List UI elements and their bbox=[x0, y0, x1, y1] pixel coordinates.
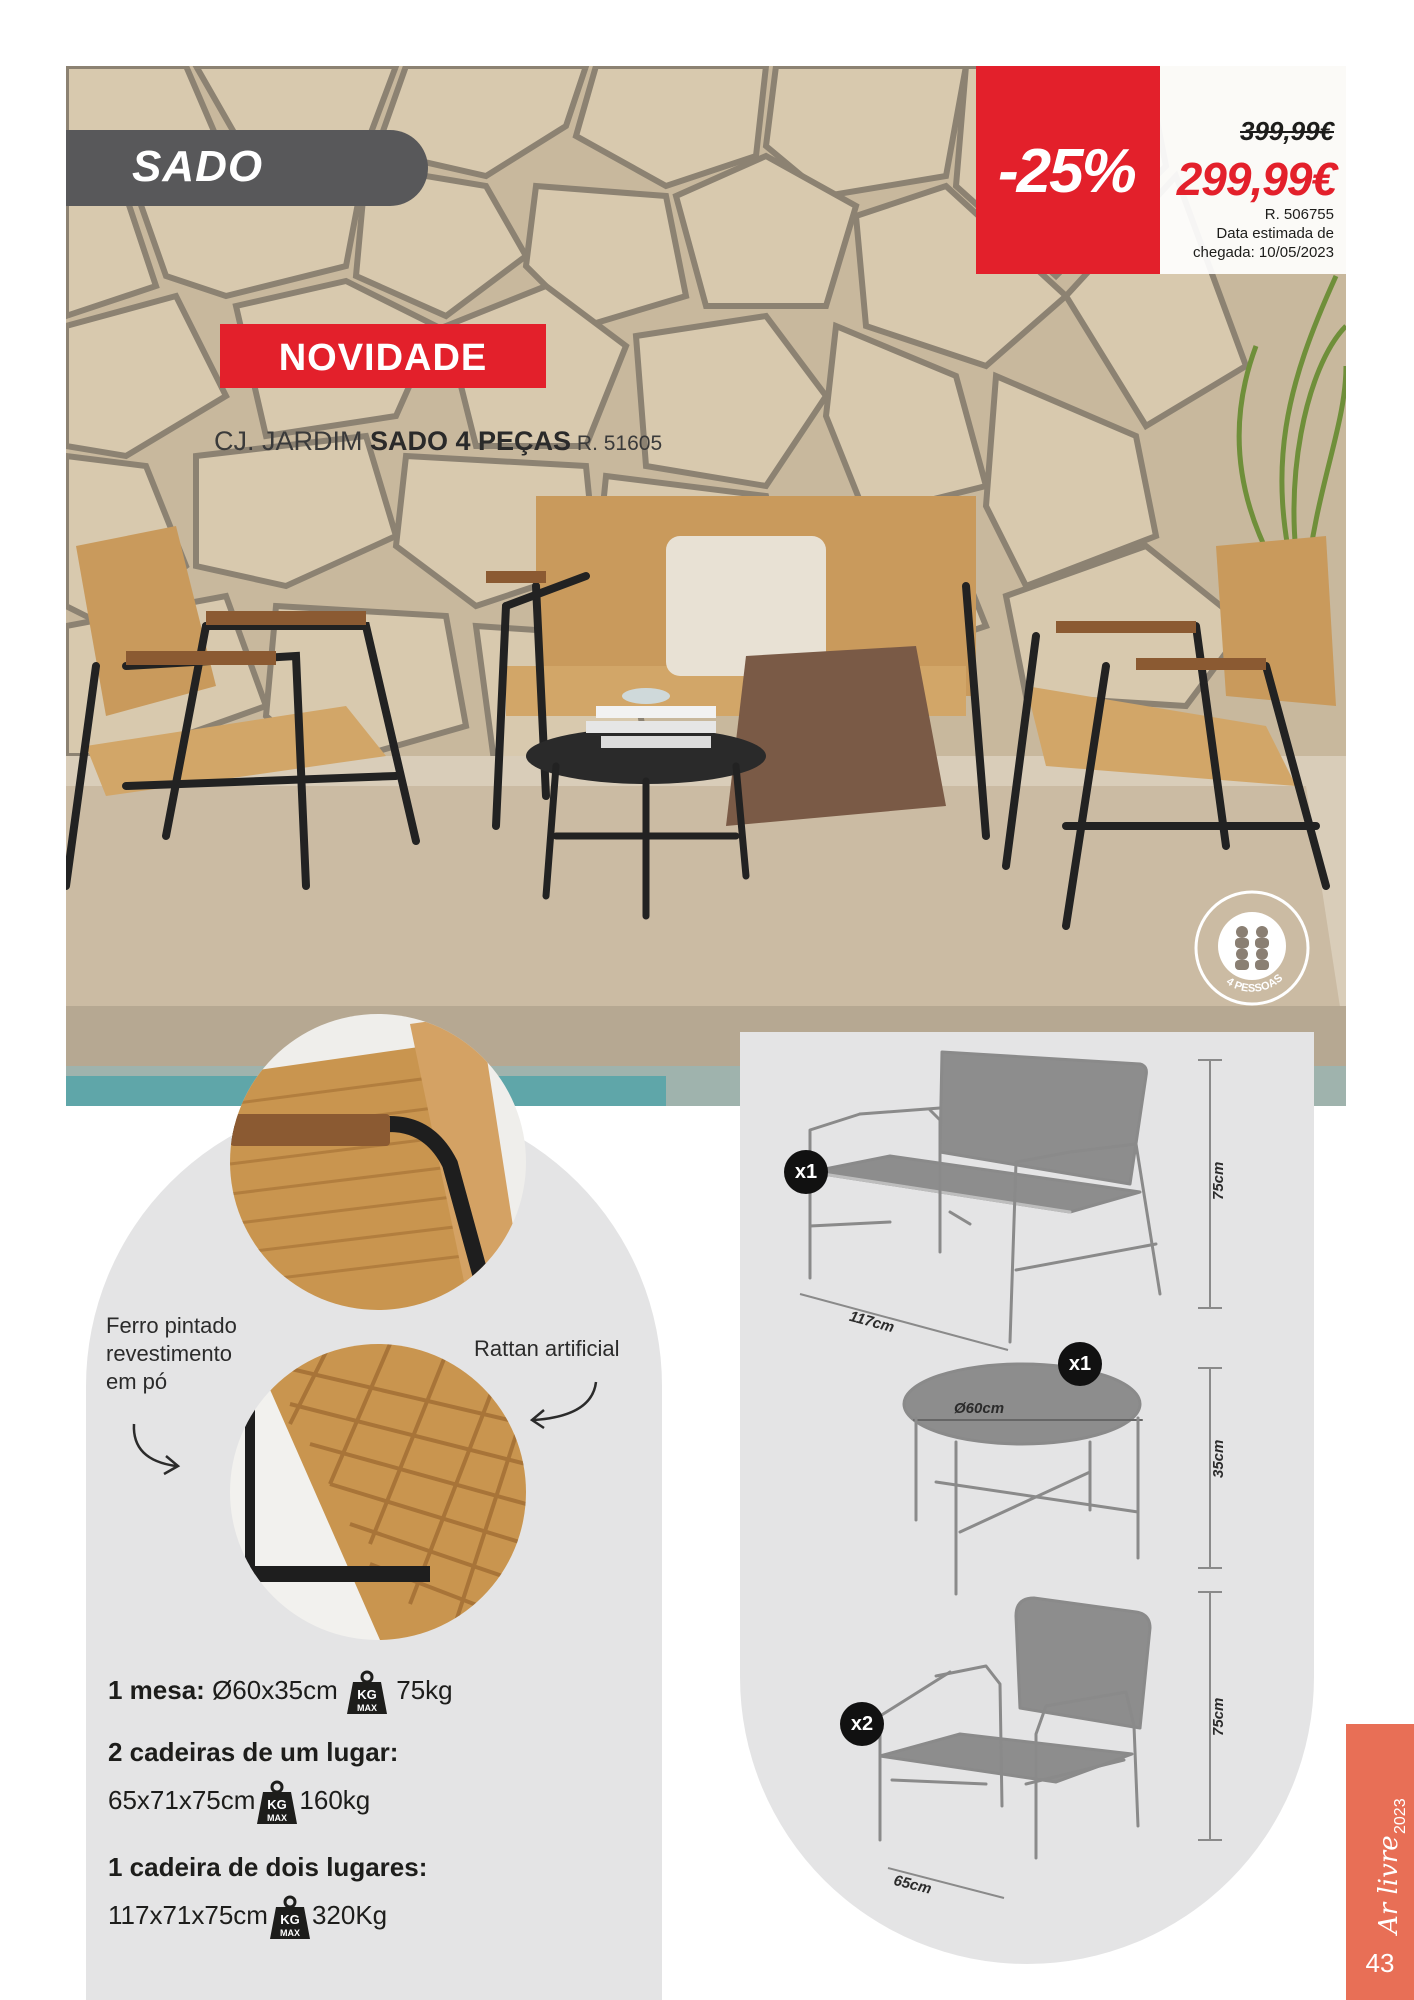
table-diameter: Ø60cm bbox=[954, 1400, 1005, 1417]
spec-table-load: 75kg bbox=[396, 1674, 453, 1705]
price-info bbox=[1160, 66, 1346, 274]
svg-text:KG: KG bbox=[357, 1687, 377, 1702]
svg-text:MAX: MAX bbox=[357, 1703, 378, 1713]
weight-max-icon bbox=[257, 1780, 297, 1824]
svg-text:KG: KG bbox=[267, 1797, 288, 1812]
chair-quantity: x2 bbox=[840, 1702, 884, 1746]
spec-double-chair-title bbox=[108, 1852, 427, 1883]
weave-material-label: Rattan artificial bbox=[474, 1336, 620, 1361]
chair-height: 75cm bbox=[1210, 1697, 1227, 1736]
spec-single-dims: 65x71x75cm bbox=[108, 1784, 256, 1815]
spec-double-chair bbox=[108, 1895, 387, 1939]
discount-value: -25% bbox=[998, 137, 1135, 206]
new-badge-label: NOVIDADE bbox=[278, 337, 488, 379]
capacity-badge bbox=[1192, 888, 1312, 1008]
catalog-year: 2023 bbox=[1392, 1798, 1409, 1834]
rattan-detail-photo bbox=[230, 1344, 526, 1640]
svg-text:MAX: MAX bbox=[279, 1928, 300, 1938]
spec-double-load: 320Kg bbox=[311, 1899, 388, 1930]
sofa-width: 117cm bbox=[847, 1308, 897, 1337]
chair-width: 65cm bbox=[891, 1872, 934, 1898]
capacity-label: 4 PESSOAS bbox=[1224, 972, 1286, 995]
new-price: 299,99€ bbox=[1176, 153, 1336, 205]
product-reference: R. 51605 bbox=[571, 432, 663, 455]
arrow-to-rattan-icon bbox=[526, 1378, 602, 1430]
weight-max-icon bbox=[347, 1670, 387, 1714]
svg-text:KG: KG bbox=[280, 1912, 300, 1927]
spec-table-dims: Ø60x35cm bbox=[204, 1674, 338, 1705]
page-side-tab bbox=[1346, 1724, 1414, 2000]
spec-single-label: 2 cadeiras de um lugar: bbox=[108, 1737, 399, 1767]
product-prefix: CJ. JARDIM bbox=[214, 426, 371, 456]
sofa-height: 75cm bbox=[1210, 1161, 1227, 1200]
collection-name: SADO bbox=[132, 142, 264, 191]
arrival-date: Data estimada de chegada: 10/05/2023 bbox=[1193, 225, 1334, 261]
arrow-to-frame-icon bbox=[126, 1420, 186, 1476]
spec-table bbox=[108, 1670, 453, 1714]
spec-table-label: 1 mesa: bbox=[108, 1674, 205, 1705]
spec-single-chair-title bbox=[108, 1737, 398, 1768]
table-quantity: x1 bbox=[1058, 1342, 1102, 1386]
page-number: 43 bbox=[1365, 1948, 1395, 1978]
collection-name-tab bbox=[66, 130, 428, 206]
price-box bbox=[976, 66, 1346, 274]
people-icon bbox=[1192, 888, 1312, 1008]
spec-single-load: 160kg bbox=[299, 1784, 371, 1815]
weight-max-icon bbox=[270, 1895, 310, 1939]
old-price: 399,99€ bbox=[1240, 116, 1334, 146]
armrest-detail-photo bbox=[230, 1014, 526, 1310]
discount-badge bbox=[976, 66, 1160, 274]
spec-double-label: 1 cadeira de dois lugares: bbox=[108, 1852, 428, 1882]
spec-single-chair bbox=[108, 1780, 370, 1824]
price-reference: R. 506755 bbox=[1264, 206, 1334, 223]
product-title bbox=[214, 426, 662, 457]
product-name: SADO 4 PEÇAS bbox=[370, 426, 572, 456]
catalog-brand: Ar livre bbox=[1374, 1835, 1404, 1934]
spec-double-dims: 117x71x75cm bbox=[108, 1899, 268, 1930]
table-height: 35cm bbox=[1210, 1439, 1227, 1478]
svg-text:MAX: MAX bbox=[267, 1813, 288, 1823]
new-badge bbox=[220, 324, 546, 388]
sofa-quantity: x1 bbox=[784, 1150, 828, 1194]
frame-material-label: Ferro pintado revestimento em pó bbox=[106, 1313, 237, 1394]
